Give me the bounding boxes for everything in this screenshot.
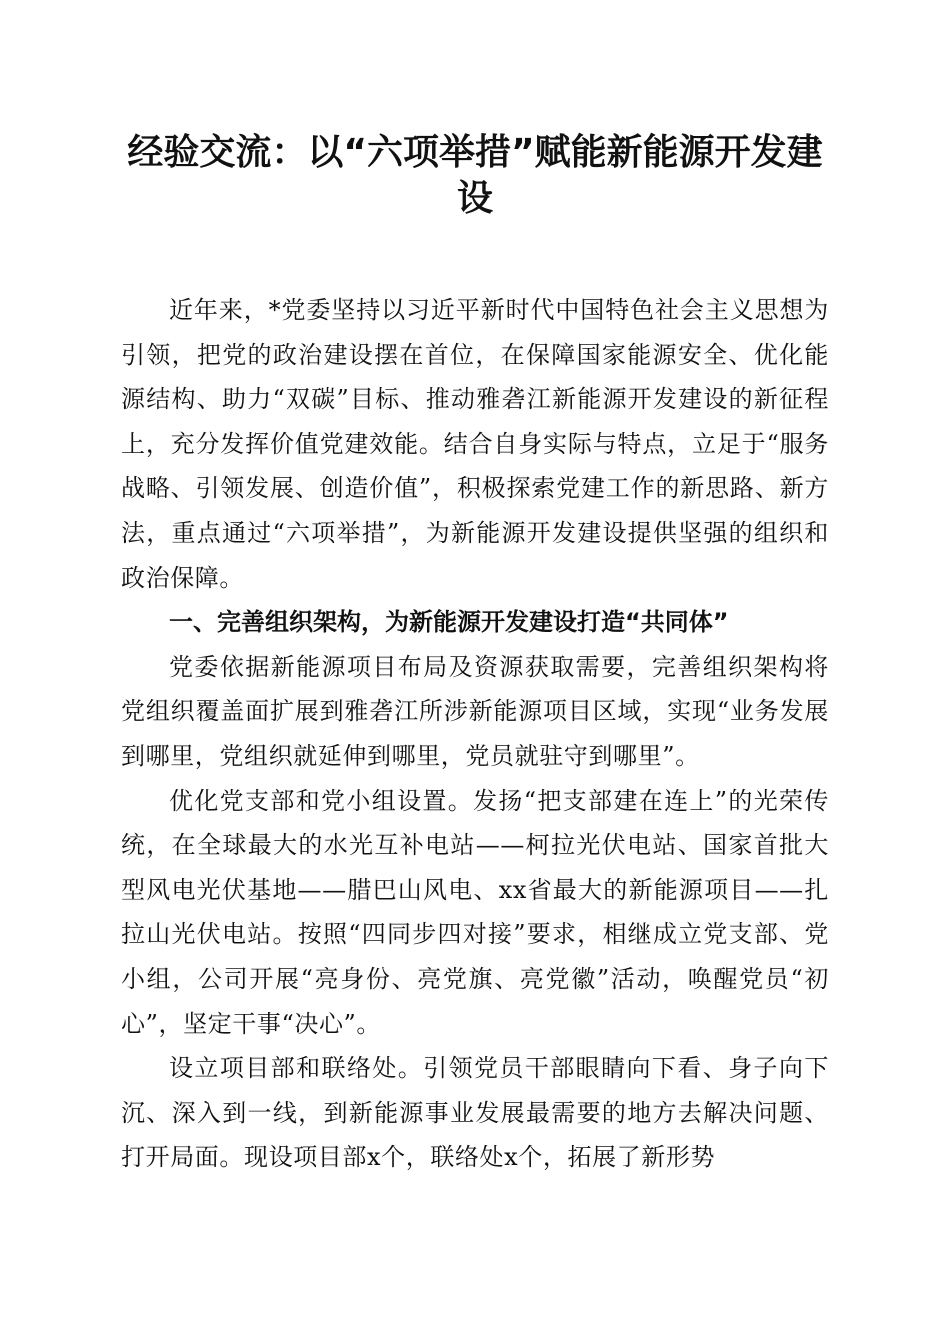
- body-paragraph-1: 党委依据新能源项目布局及资源获取需要，完善组织架构将党组织覆盖面扩展到雅砻江所涉新能源项目区域，实现“业务发展到哪里，党组织就延伸到哪里，党员就驻守到哪里”。: [121, 652, 829, 770]
- body-paragraph-3: 设立项目部和联络处。引领党员干部眼睛向下看、身子向下沉、深入到一线，到新能源事业发展最需要的地方去解决问题、打开局面。现设项目部x个，联络处x个，拓展了新形势: [121, 1054, 829, 1172]
- body-paragraph-2: 优化党支部和党小组设置。发扬“把支部建在连上”的光荣传统，在全球最大的水光互补电站——柯拉光伏电站、国家首批大型风电光伏基地——腊巴山风电、xx省最大的新能源项目——扎拉山光伏电站。按照“四同步四对接”要求，相继成立党支部、党小组，公司开展“亮身份、亮党旗、亮党徽”活动，唤醒党员“初心”，坚定干事“决心”。: [121, 786, 829, 1038]
- document-page: [121, 130, 829, 1180]
- document-title: 经验交流：以“六项举措”赋能新能源开发建设: [127, 132, 823, 219]
- section-heading-1: 一、完善组织架构，为新能源开发建设打造“共同体”: [169, 608, 729, 637]
- intro-paragraph: 近年来，*党委坚持以习近平新时代中国特色社会主义思想为引领，把党的政治建设摆在首位，在保障国家能源安全、优化能源结构、助力“双碳”目标、推动雅砻江新能源开发建设的新征程上，充分发挥价值党建效能。结合自身实际与特点，立足于“服务战略、引领发展、创造价值”，积极探索党建工作的新思路、新方法，重点通过“六项举措”，为新能源开发建设提供坚强的组织和政治保障。: [121, 296, 829, 592]
